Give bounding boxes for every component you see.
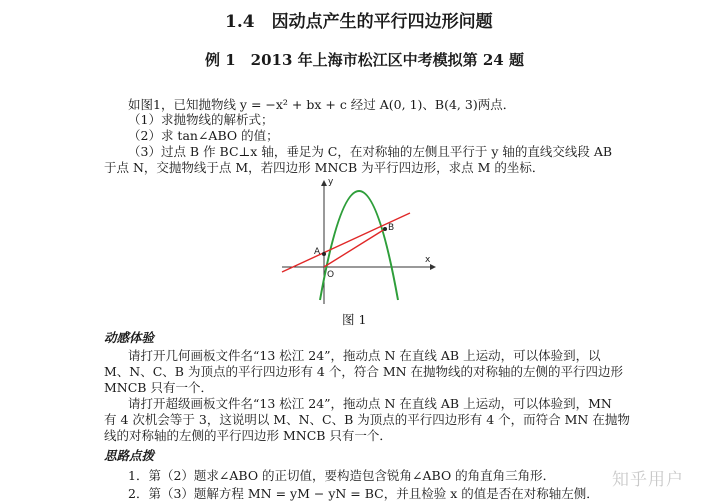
point-a [322, 252, 326, 256]
watermark: 知乎用户 [612, 470, 684, 490]
x-axis-label: x [425, 255, 431, 265]
dynamic-heading: 动感体验 [104, 330, 155, 345]
hint-2: 2．第（3）题解方程 MN = yM − yN = BC，并且检验 x 的值是否在对称轴左侧． [128, 486, 599, 501]
question-3-line-1: （3）过点 B 作 BC⊥x 轴，垂足为 C，在对称轴的左侧且平行于 y 轴的直线交线段 AB [128, 144, 613, 159]
figure-caption: 图 1 [342, 312, 367, 327]
dynamic-p2-line-2: 有 4 次机会等于 3，这说明以 M、N、C、B 为顶点的平行四边形有 4 个，而符合 MN 在抛物 [104, 412, 630, 427]
dynamic-p2-line-1: 请打开超级画板文件名“13 松江 24”，拖动点 N 在直线 AB 上运动，可以体验到，MN [128, 396, 612, 411]
dynamic-p1-line-1: 请打开几何画板文件名“13 松江 24”，拖动点 N 在直线 AB 上运动，可以体验到，以 [128, 348, 601, 363]
y-axis-arrow [321, 180, 327, 186]
page-title: 1.4 因动点产生的平行四边形问题 [225, 12, 493, 32]
dynamic-p1-line-3: MNCB 只有一个． [104, 380, 213, 395]
question-3-line-2: 于点 N，交抛物线于点 M，若四边形 MNCB 为平行四边形，求点 M 的坐标． [104, 160, 545, 175]
hints-heading: 思路点拨 [104, 448, 155, 463]
origin-label: O [327, 270, 335, 280]
point-b-label: B [388, 223, 395, 233]
question-1: （1）求抛物线的解析式； [128, 112, 274, 127]
question-2: （2）求 tan∠ABO 的值； [128, 128, 279, 143]
point-b [383, 227, 387, 231]
y-axis-label: y [328, 177, 334, 187]
dynamic-p2-line-3: 线的对称轴的左侧的平行四边形 MNCB 只有一个． [104, 428, 392, 443]
point-a-label: A [314, 247, 321, 257]
x-axis-arrow [430, 264, 436, 270]
hint-1: 1．第（2）题求∠ABO 的正切值，要构造包含锐角∠ABO 的角直角三角形． [128, 468, 556, 483]
problem-intro: 如图1，已知抛物线 y = −x² + bx + c 经过 A(0, 1)、B(4, 3)两点． [128, 97, 516, 112]
figure-1 [270, 170, 440, 310]
example-title: 例 1 2013 年上海市松江区中考模拟第 24 题 [205, 51, 524, 69]
dynamic-p1-line-2: M、N、C、B 为顶点的平行四边形有 4 个，符合 MN 在抛物线的对称轴的左侧的平行四边形 [104, 364, 624, 379]
